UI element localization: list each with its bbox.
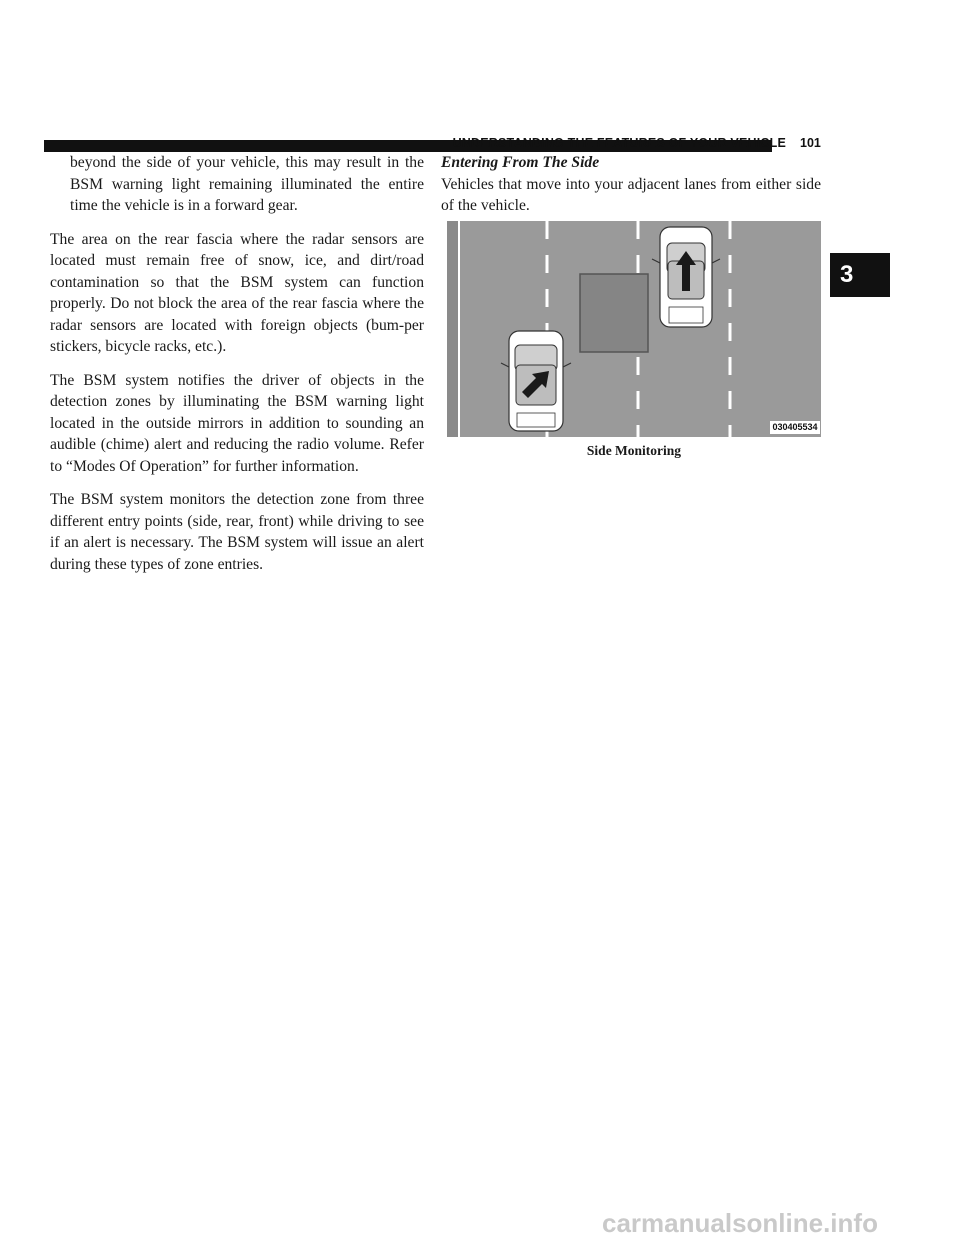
watermark: carmanualsonline.info: [602, 1208, 878, 1238]
paragraph-side-entry: Vehicles that move into your adjacent lanes from either side of the vehicle.: [441, 175, 821, 214]
figure-caption: Side Monitoring: [586, 443, 682, 458]
detection-zone: [580, 274, 648, 352]
paragraph-entry-points: The BSM system monitors the detection zone from three different entry points (side, rear, front) while driving to see if an alert is necessary. The BSM system will issue an alert during these types of zone entries.: [50, 491, 424, 573]
side-monitoring-illustration: [447, 221, 821, 437]
vehicle-left-lane: [501, 331, 571, 431]
chapter-number: 3: [840, 261, 854, 288]
section-heading: Entering From The Side: [441, 154, 600, 171]
vehicle-right-lane: [652, 227, 720, 327]
left-column: [50, 152, 424, 587]
road-shoulder-line: [447, 221, 459, 437]
paragraph-continuation: beyond the side of your vehicle, this may result in the BSM warning light remaining illuminated the entire time the vehicle is in a forward gear.: [70, 154, 424, 214]
running-header-title: UNDERSTANDING THE FEATURES OF YOUR VEHICLE: [452, 136, 786, 150]
figure-code: 030405534: [770, 421, 820, 434]
page-number: 101: [800, 136, 821, 150]
paragraph-radar-sensors: The area on the rear fascia where the radar sensors are located must remain free of snow, ice, and dirt/road contamination so that the BSM system can function properly. Do not block the area of the rear fascia where the radar sensors are located with foreign objects (bum-per stickers, bicycle racks, etc.).: [50, 230, 424, 355]
chapter-tab: [830, 253, 890, 297]
right-column: [441, 152, 821, 217]
paragraph-notification: The BSM system notifies the driver of objects in the detection zones by illuminating the BSM warning light located in the outside mirrors in addition to sounding an audible (chime) alert and reducing the radio volume. Refer to “Modes Of Operation” for further information.: [50, 371, 424, 475]
